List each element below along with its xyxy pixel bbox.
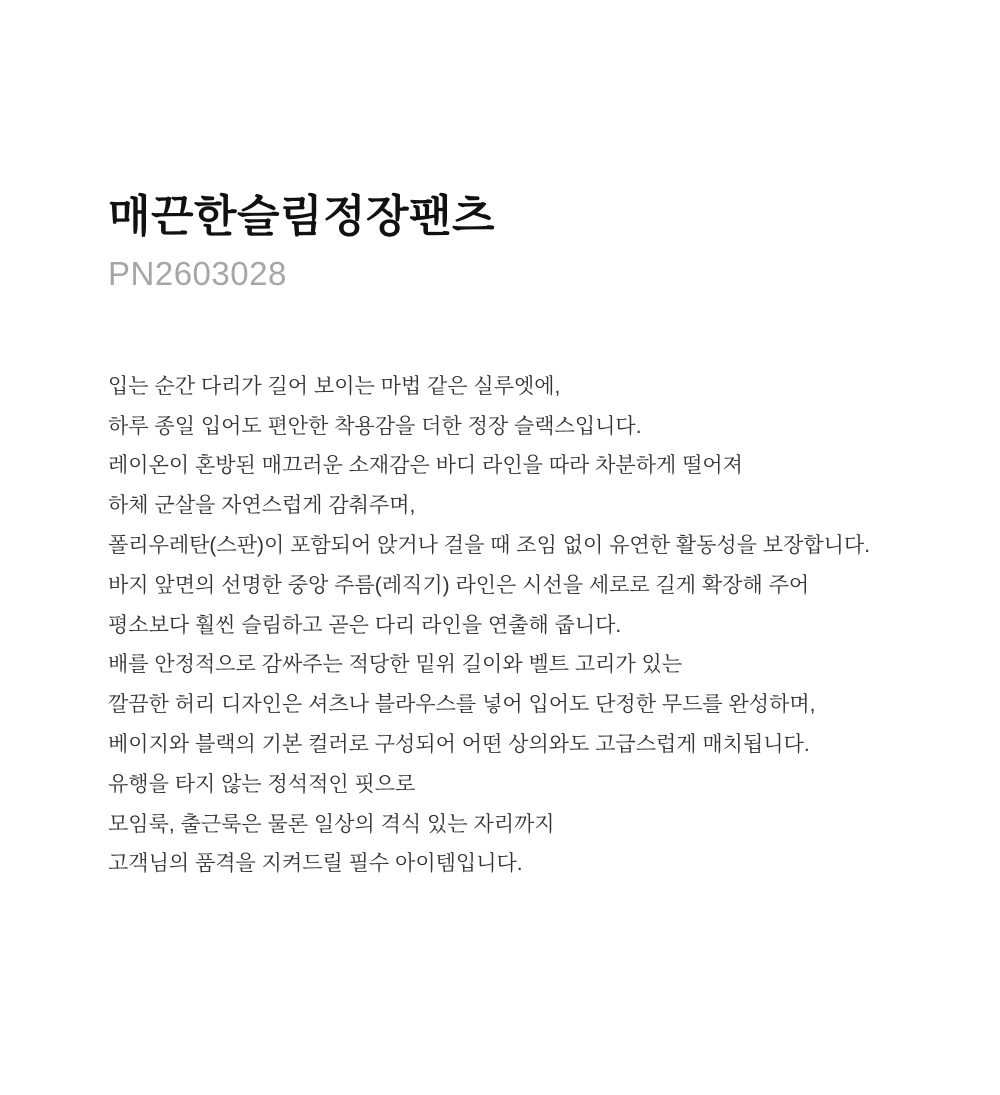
description-line: 하루 종일 입어도 편안한 착용감을 더한 정장 슬랙스입니다. [108,414,642,438]
description-line: 고객님의 품격을 지켜드릴 필수 아이템입니다. [108,852,523,876]
description-line: 베이지와 블랙의 기본 컬러로 구성되어 어떤 상의와도 고급스럽게 매치됩니다. [108,733,810,757]
product-code: PN2603028 [108,255,287,293]
description-line: 깔끔한 허리 디자인은 셔츠나 블라우스를 넣어 입어도 단정한 무드를 완성하며, [108,693,816,717]
description-line: 평소보다 훨씬 슬림하고 곧은 다리 라인을 연출해 줍니다. [108,613,622,637]
description-line: 하체 군살을 자연스럽게 감춰주며, [108,494,416,518]
description-line: 바지 앞면의 선명한 중앙 주름(레직기) 라인은 시선을 세로로 길게 확장해 주어 [108,573,810,597]
description-line: 레이온이 혼방된 매끄러운 소재감은 바디 라인을 따라 차분하게 떨어져 [108,454,743,478]
description-line: 폴리우레탄(스판)이 포함되어 앉거나 걸을 때 조임 없이 유연한 활동성을 보장합니다. [108,534,871,558]
product-description [108,367,960,884]
product-title: 매끈한슬림정장팬츠 [108,192,496,241]
description-line: 배를 안정적으로 감싸주는 적당한 밑위 길이와 벨트 고리가 있는 [108,653,683,677]
description-line: 유행을 타지 않는 정석적인 핏으로 [108,772,416,796]
description-line: 입는 순간 다리가 길어 보이는 마법 같은 실루엣에, [108,374,561,398]
description-line: 모임룩, 출근룩은 물론 일상의 격식 있는 자리까지 [108,812,555,836]
